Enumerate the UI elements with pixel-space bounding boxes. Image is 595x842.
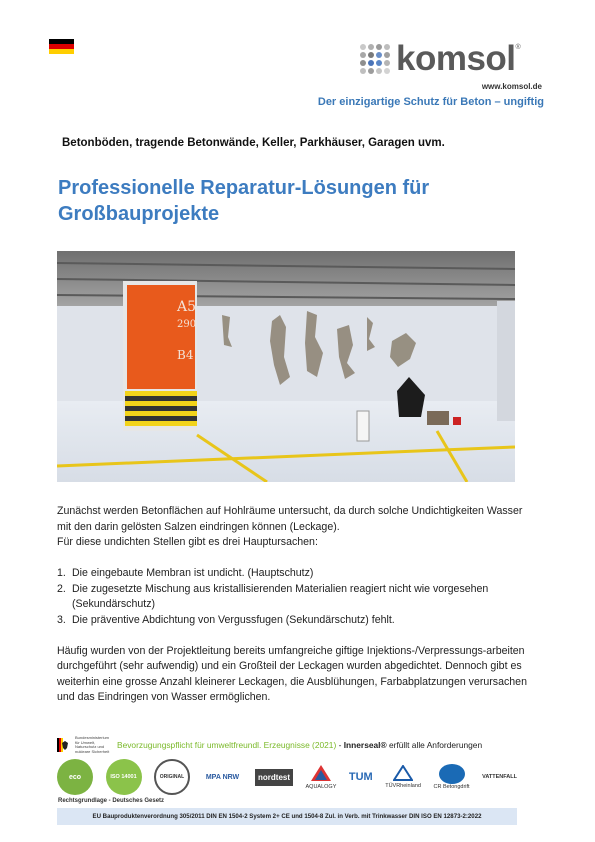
intro-line: Betonböden, tragende Betonwände, Keller, Parkhäuser, Garagen uvm. [62, 137, 445, 149]
vattenfall-logo: VATTENFALL [482, 774, 517, 780]
aqualogy-icon [310, 764, 332, 782]
pillar-label-b4: B4 [177, 348, 194, 362]
mpa-nrw-logo: MPA NRW [205, 773, 240, 781]
list-item: 3. Die präventive Abdichtung von Vergussfugen (Sekundärschutz) fehlt. [57, 613, 395, 626]
tuv-rheinland-logo: TÜVRheinland [385, 765, 421, 789]
eco-seal-icon: eco [57, 759, 93, 795]
list-item: 1. Die eingebaute Membran ist undicht. (Hauptschutz) [57, 567, 314, 579]
aqualogy-logo: AQUALOGY [306, 764, 337, 790]
body-text [57, 504, 537, 706]
legal-basis: Rechtsgrundlage - Deutsches Gesetz [58, 798, 165, 804]
requirement-line: Bundesministerium für Umwelt, Naturschutz und nukleare Sicherheit Bevorzugungspflicht für umweltfreundl. Erzeugnisse (2021) - Innerseal® erfüllt alle Anforderungen [57, 736, 527, 754]
brand-registered-mark: ® [515, 44, 521, 51]
ministry-name: Bundesministerium für Umwelt, Naturschutz und nukleare Sicherheit [75, 735, 110, 754]
list-item: 2. Die zugesetzte Mischung aus kristallisierenden Materialien reagiert nicht wie vorgesehen (Sekundärschutz) [57, 582, 489, 610]
german-flag-icon [49, 39, 74, 54]
tuv-triangle-icon [393, 765, 413, 781]
pillar-label-290: 290 [177, 319, 197, 330]
pillar-label-a5: A5 [177, 299, 197, 315]
paragraph-causes: Für diese undichten Stellen gibt es drei Hauptursachen: [57, 536, 318, 548]
logo-dots-icon [360, 44, 390, 74]
certification-logos [57, 758, 517, 796]
paragraph-conclusion: Häufig wurden von der Projektleitung bereits umfangreiche giftige Injektions-/Verpressungs-arbeiten durchgeführt (sehr aufwendig) und ein Großteil der Leckagen wurden abgedichtet. Dennoch gibt es weiterhin eine grosse Anzahl kleinerer Leckagen, die Ausblühungen, Farbabplatzungen verursachen und das Eindringen von Wasser ermöglichen. [57, 644, 527, 703]
paragraph-intro: Zunächst werden Betonflächen auf Hohlräume untersucht, da durch solche Undichtigkeiten Wasser mit den darin gelösten Salzen eindringen können (Leckage). [57, 505, 523, 533]
parking-garage-photo [57, 251, 515, 482]
federal-eagle-icon [57, 738, 69, 752]
requirement-text: Bevorzugungspflicht für umweltfreundl. Erzeugnisse (2021) [117, 740, 337, 751]
regulation-bar: EU Bauproduktenverordnung 305/2011 DIN EN 1504-2 System 2+ CE und 1504-8 Zul. in Verb. mit Trinkwasser DIN ISO EN 12873-2:2022 [57, 808, 517, 825]
page-title: Professionelle Reparatur-Lösungen für Großbauprojekte [58, 177, 430, 225]
tum-logo: TUM [348, 771, 373, 783]
tagline: Der einzigartige Schutz für Beton – ungiftig [317, 96, 544, 108]
brand-name: komsol [396, 39, 516, 78]
original-seal-icon: ORIGINAL [154, 759, 190, 795]
komsol-logo [360, 39, 521, 78]
website-link[interactable]: www.komsol.de [481, 82, 542, 91]
iso-14001-seal-icon: ISO 14001 [106, 759, 142, 795]
product-name: Innerseal® [343, 740, 387, 751]
cr-betongdrift-logo: CR Betongdrift [433, 764, 469, 790]
nordtest-logo: nordtest [255, 769, 293, 786]
